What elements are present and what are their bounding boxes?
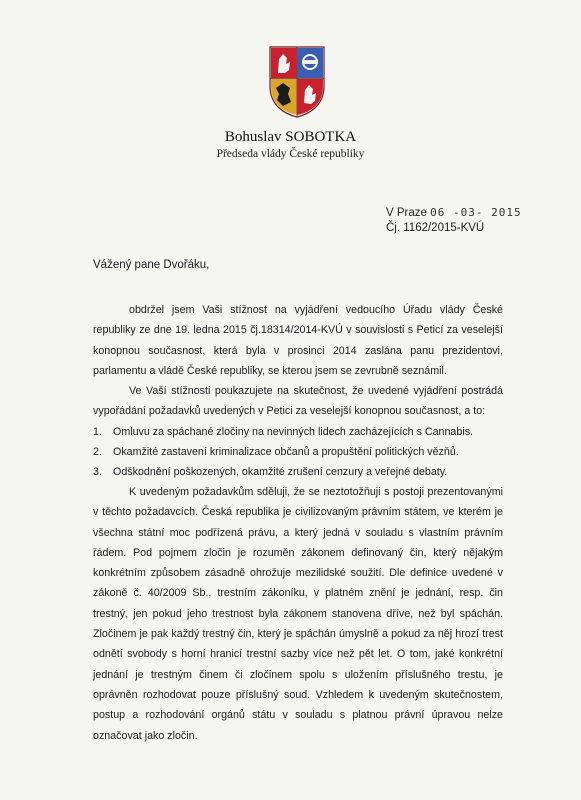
coat-of-arms-emblem (269, 46, 325, 118)
date-stamp: 06 -03- 2015 (430, 206, 522, 219)
paragraph-response (93, 482, 503, 746)
list-item: 1. Omluvu za spáchané zločiny na nevinných lidech zacházejících s Cannabis. (93, 425, 474, 438)
place: V Praze (386, 207, 427, 219)
list-item: 2. Okamžité zastavení kriminalizace občanů a propuštění politických vězňů. (93, 445, 459, 458)
demands-list (93, 422, 503, 483)
paragraph-2-intro: Ve Vaší stížnosti poukazujete na skutečnost, že uvedené vyjádření postrádá vypořádání požadavků uvedených v Petici za veselejší konopnou současnost, a to: (93, 385, 503, 418)
place-date (386, 206, 522, 219)
salutation: Vážený pane Dvořáku, (93, 259, 210, 271)
sender-title: Předseda vlády České republiky (216, 148, 365, 160)
list-item: 3. Odškodnění poškozených, okamžité zrušení cenzury a veřejné debaty. (93, 466, 448, 479)
paragraph-3: K uvedeným požadavkům sděluji, že se neztotožňuji s postoji prezentovanými v těchto požadavcích. Česká republika je civilizovaným právním státem, ve kterém je všechna státní moc podřízená právu, a který jedná v souladu s vlastním právním řádem. Pod pojmem zločin je rozuměn zákonem definovaný čin, který nějakým konkrétním způsobem zásadně ohrožuje mezilidské soužití. Dle definice uvedené v zákoně č. 40/2009 Sb., trestním zákoníku, v platném znění je jednání, resp. čin trestný, jen pokud jeho trestnost byla zákonem stanovena dříve, než byl spáchán. Zločinem je pak každý trestný čin, který je spáchán úmyslně a pokud za něj hrozí trest odnětí svobody s horní hranicí trestní sazby více než pět let. O tom, jaké konkrétní jednání je trestným činem či zločinem spolu s uložením příslušného trestu, je oprávněn rozhodovat pouze příslušný soud. Vzhledem k uvedeným skutečnostem, postup a rozhodování orgánů státu v souladu s platnou právní úpravou nelze označovat jako zločin. (93, 486, 503, 742)
paragraph-demands (93, 381, 503, 482)
sender-name: Bohuslav SOBOTKA (224, 129, 357, 145)
paragraph-complaint (93, 300, 503, 381)
paragraph-1: obdržel jsem Vaši stížnost na vyjádření vedoucího Úřadu vlády České republiky ze dne 19. ledna 2015 čj.18314/2014-KVÚ v souvislosti s Peticí za veselejší konopnou současnost, která byla v prosinci 2014 zaslána panu prezidentovi, parlamentu a vládě České republiky, se kterou jsem se zevrubně seznámil. (93, 304, 503, 377)
reference-number: Čj. 1162/2015-KVÚ (386, 222, 485, 234)
